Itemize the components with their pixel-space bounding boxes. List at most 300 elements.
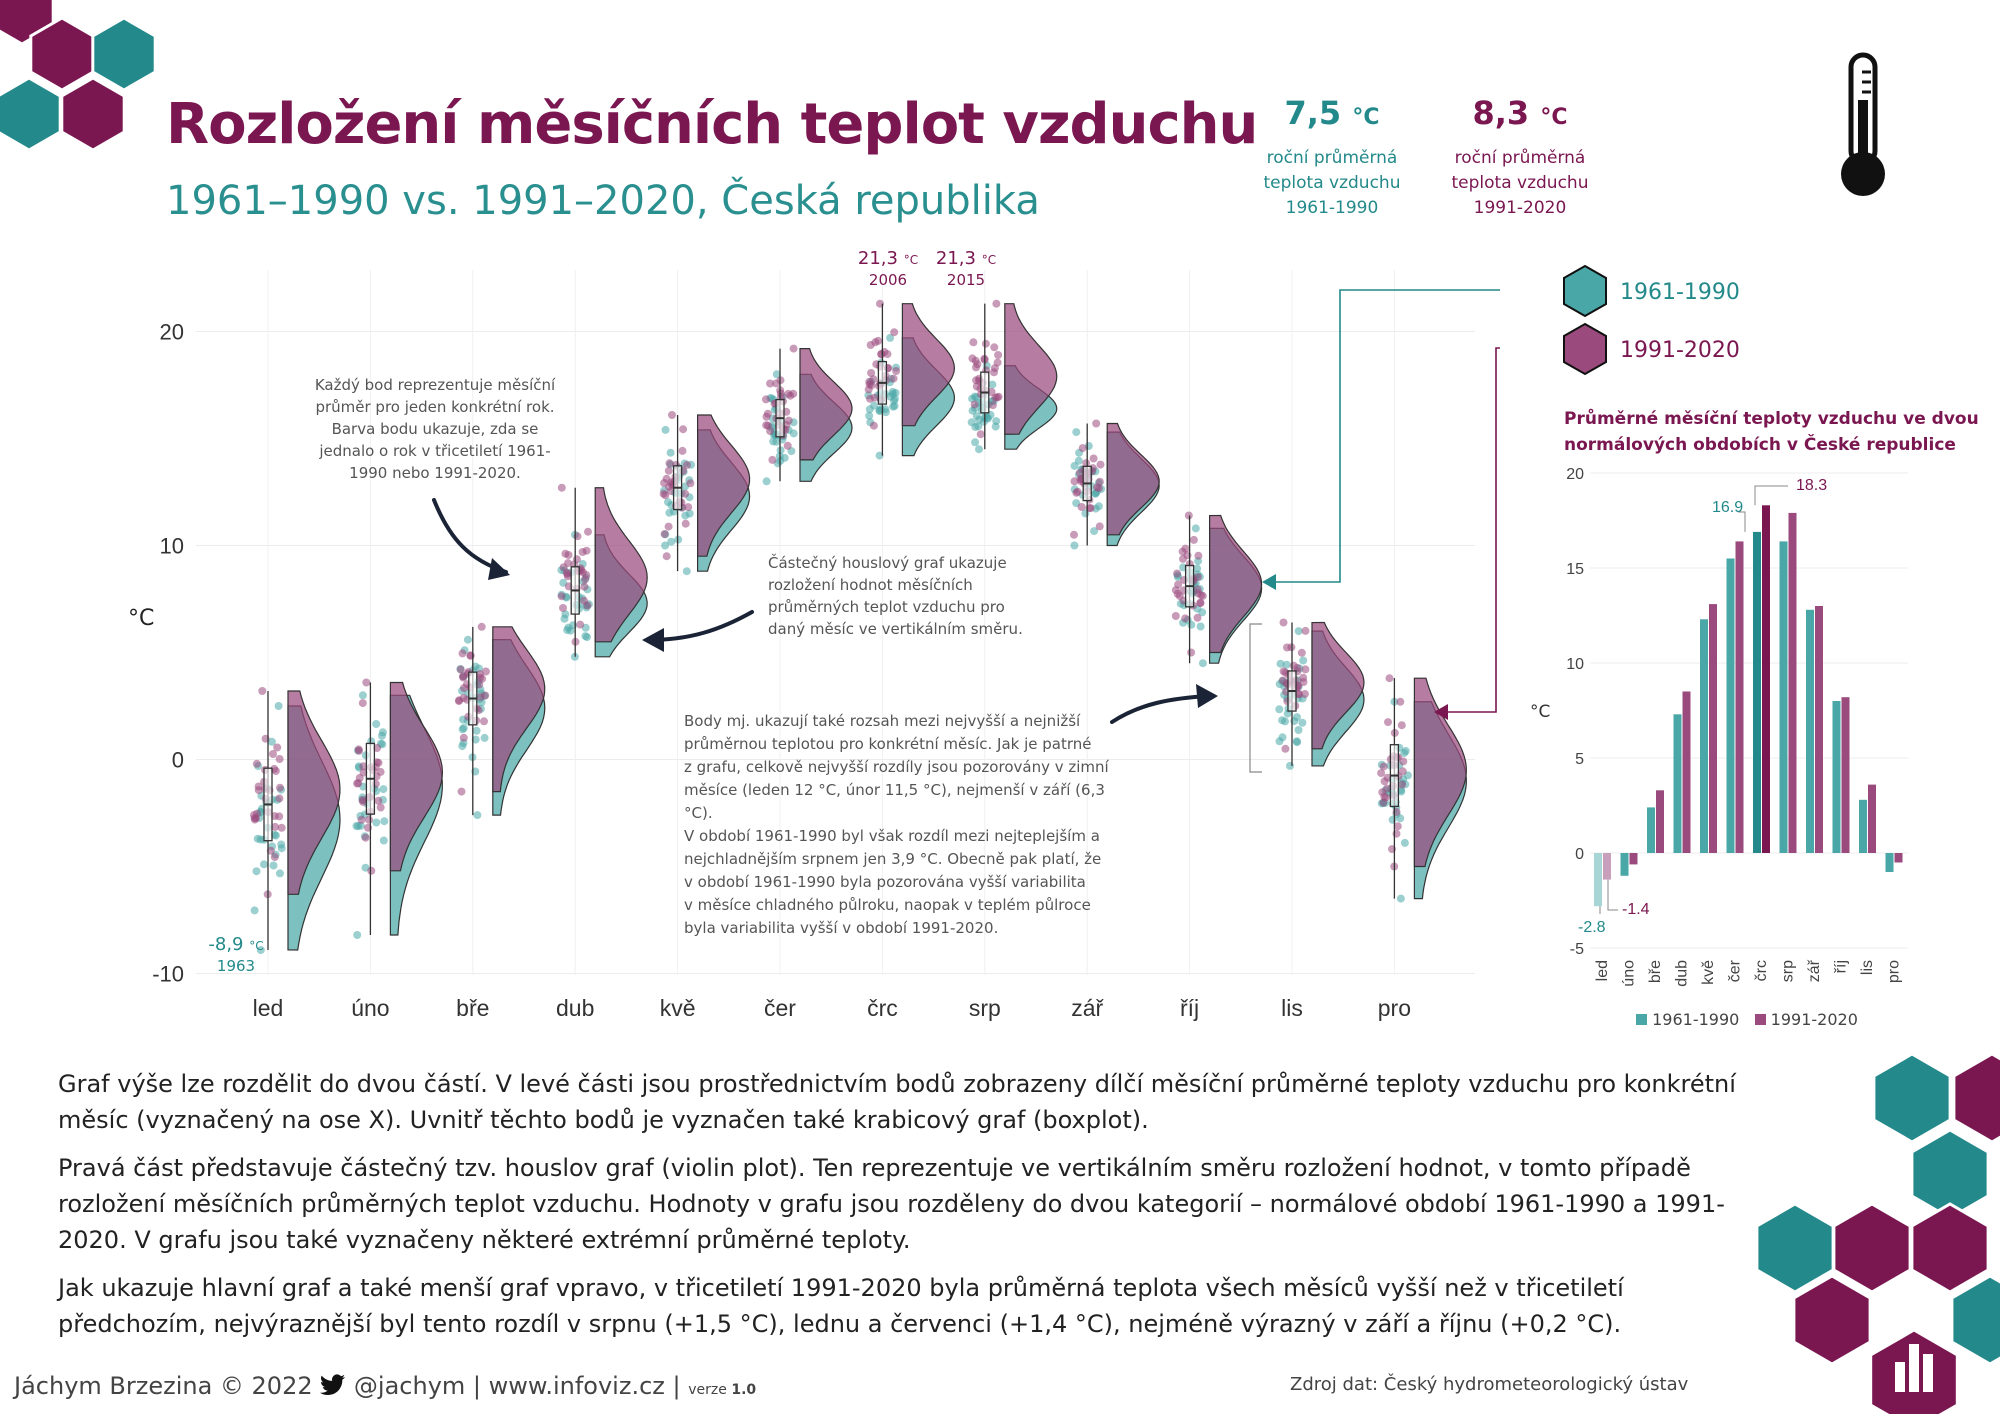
data-point — [975, 445, 983, 453]
stat-value: 8,3 °C — [1472, 94, 1568, 132]
data-point — [359, 691, 367, 699]
bar-1961-1990 — [1594, 853, 1602, 906]
x-tick-label: zář — [1806, 960, 1823, 983]
data-point — [1181, 614, 1189, 622]
data-point — [558, 484, 566, 492]
data-point — [362, 834, 370, 842]
data-point — [667, 449, 675, 457]
data-point — [1299, 674, 1307, 682]
data-point — [480, 717, 488, 725]
data-point — [1283, 644, 1291, 652]
data-point — [790, 345, 798, 353]
data-point — [1399, 767, 1407, 775]
data-point — [584, 528, 592, 536]
data-point — [880, 348, 888, 356]
stat-label: roční průměrná teplota vzduchu 1991-2020 — [1451, 148, 1589, 218]
data-point — [784, 442, 792, 450]
data-point — [1389, 816, 1397, 824]
bar-1961-1990 — [1806, 610, 1814, 853]
main-y-axis-label: °C — [128, 606, 155, 631]
data-point — [367, 867, 375, 875]
data-point — [668, 411, 676, 419]
data-point — [379, 785, 387, 793]
y-tick-label: 5 — [1575, 751, 1584, 768]
bar-1991-2020 — [1736, 541, 1744, 853]
bar-1991-2020 — [1815, 606, 1823, 853]
data-point — [561, 550, 569, 558]
extreme-label-jan: -8,9 °C 1963 — [208, 934, 264, 975]
data-point — [1194, 573, 1202, 581]
legend-connector-1961-1990 — [1274, 290, 1500, 582]
data-point — [681, 512, 689, 520]
legend-connector-arrow — [1262, 574, 1276, 590]
annotation-violin: Částečný houslový graf ukazuje rozložení hodnot měsíčních průměrných teplot vzduchu pro daný měsíc ve vertikálním směru. — [768, 554, 1023, 638]
arrow-head — [642, 628, 664, 652]
data-point — [665, 467, 673, 475]
bar-1961-1990 — [1780, 541, 1788, 853]
data-point — [662, 426, 670, 434]
hexagon-shape — [1954, 1054, 2000, 1142]
x-tick-label: říj — [1832, 960, 1850, 974]
data-point — [251, 906, 259, 914]
data-point — [255, 783, 263, 791]
data-point — [1199, 659, 1207, 667]
data-point — [1278, 716, 1286, 724]
bar-1961-1990 — [1859, 800, 1867, 853]
data-point — [971, 401, 979, 409]
data-point — [581, 575, 589, 583]
data-point — [1096, 478, 1104, 486]
hexagon-shape — [1834, 1204, 1910, 1292]
data-point — [457, 666, 465, 674]
data-point — [458, 788, 466, 796]
data-point — [968, 354, 976, 362]
data-point — [478, 623, 486, 631]
annotation-points: Každý bod reprezentuje měsíční průměr pro jeden konkrétní rok. Barva bodu ukazuje, zda se jednalo o rok v třicetiletí 1961- 1990 nebo 1991-2020. — [314, 376, 556, 482]
data-point — [1095, 502, 1103, 510]
extreme-label-aug: 21,3 °C 2015 — [935, 248, 997, 289]
data-point — [375, 759, 383, 767]
arrow-head — [1196, 684, 1218, 708]
data-point — [871, 394, 879, 402]
data-point — [378, 732, 386, 740]
data-point — [1393, 808, 1401, 816]
data-point — [1393, 830, 1401, 838]
data-point — [777, 389, 785, 397]
data-point — [871, 338, 879, 346]
bar-1991-2020 — [1762, 505, 1770, 853]
x-tick-label: srp — [968, 995, 1001, 1021]
data-point — [258, 687, 266, 695]
range-bracket — [1250, 624, 1262, 772]
data-point — [1193, 565, 1201, 573]
bar-1961-1990 — [1727, 559, 1735, 854]
page-subtitle: 1961–1990 vs. 1991–2020, Česká republika — [166, 178, 1040, 224]
x-tick-label: lis — [1281, 995, 1303, 1021]
data-label: -2.8 — [1578, 919, 1606, 936]
bar-1991-2020 — [1683, 692, 1691, 854]
data-point — [275, 702, 283, 710]
data-point — [1401, 839, 1409, 847]
legend-hex-1961-1990 — [1564, 266, 1606, 316]
data-point — [660, 490, 668, 498]
data-point — [1172, 612, 1180, 620]
data-point — [890, 397, 898, 405]
x-tick-label: pro — [1377, 995, 1412, 1021]
bar-1991-2020 — [1656, 790, 1664, 853]
y-tick-label: 15 — [1566, 561, 1584, 578]
data-point — [1090, 455, 1098, 463]
data-point — [681, 490, 689, 498]
data-point — [253, 867, 261, 875]
data-point — [994, 359, 1002, 367]
data-point — [1293, 738, 1301, 746]
data-point — [377, 804, 385, 812]
data-point — [365, 816, 373, 824]
data-point — [276, 755, 284, 763]
data-point — [455, 696, 463, 704]
side-bar-chart — [1560, 460, 2000, 1040]
footer — [14, 1372, 756, 1400]
data-point — [890, 328, 898, 336]
data-point — [971, 438, 979, 446]
data-point — [561, 615, 569, 623]
bar-1961-1990 — [1674, 714, 1682, 853]
x-tick-label: bře — [456, 995, 490, 1021]
bar-1961-1990 — [1753, 532, 1761, 853]
data-point — [473, 727, 481, 735]
twitter-bird-icon — [320, 1374, 346, 1396]
data-point — [990, 343, 998, 351]
bar-1991-2020 — [1603, 853, 1611, 880]
data-point — [683, 567, 691, 575]
x-tick-label: kvě — [659, 995, 696, 1021]
data-point — [1078, 503, 1086, 511]
footer-website[interactable]: www.infoviz.cz — [488, 1372, 665, 1400]
x-tick-label: kvě — [1700, 960, 1717, 985]
data-point — [564, 559, 572, 567]
data-point — [1079, 444, 1087, 452]
data-point — [665, 523, 673, 531]
x-tick-label: čer — [1726, 960, 1744, 983]
footer-version: verze 1.0 — [688, 1382, 757, 1398]
data-point — [1097, 461, 1105, 469]
paragraph-2: Pravá část představuje částečný tzv. houslov graf (violin plot). Ten reprezentuje ve vertikálním směru rozložení hodnot, v tomto případě rozložení měsíčních průměrných teplot vzduchu. Hodnoty v grafu jsou rozděleny do dvou kategorií – normálové období 1961-1990 a 1991-2020. V grafu jsou také vyznačeny některé extrémní průměrné teploty. — [58, 1154, 1725, 1254]
y-tick-label: 0 — [171, 747, 184, 773]
data-point — [251, 816, 259, 824]
bar-1991-2020 — [1789, 513, 1797, 853]
x-tick-label: črc — [867, 995, 898, 1021]
data-point — [576, 621, 584, 629]
data-point — [1399, 757, 1407, 765]
legend-label-1991-2020: 1991-2020 — [1620, 338, 1740, 363]
data-point — [1072, 428, 1080, 436]
data-point — [1295, 726, 1303, 734]
data-point — [1190, 536, 1198, 544]
data-point — [1298, 719, 1306, 727]
x-tick-label: srp — [1779, 960, 1797, 983]
bar-1961-1990 — [1886, 853, 1894, 872]
data-point — [1194, 614, 1202, 622]
footer-handle[interactable]: @jachym — [353, 1372, 466, 1400]
data-point — [661, 530, 669, 538]
data-point — [1380, 763, 1388, 771]
side-chart-title: Průměrné měsíční teploty vzduchu ve dvou normálových obdobích v České republice — [1564, 409, 1979, 455]
data-point — [667, 538, 675, 546]
data-point — [1302, 627, 1310, 635]
stat-label: roční průměrná teplota vzduchu 1961-1990 — [1263, 148, 1401, 218]
data-point — [764, 410, 772, 418]
data-point — [372, 720, 380, 728]
data-point — [786, 392, 794, 400]
data-point — [459, 725, 467, 733]
hexagon-shape — [1794, 1276, 1870, 1364]
data-point — [1295, 627, 1303, 635]
paragraph-3: Jak ukazuje hlavní graf a také menší graf vpravo, v třicetiletí 1991-2020 byla průměrná teplota všech měsíců vyšší než v třicetiletí předchozím, nejvýraznější byl tento rozdíl v srpnu (+1,5 °C), lednu a červenci (+1,4 °C), nejméně výrazný v září a říjnu (+0,2 °C). — [58, 1274, 1624, 1338]
data-point — [664, 498, 672, 506]
y-tick-label: -10 — [152, 961, 184, 987]
data-label: 16.9 — [1712, 499, 1744, 516]
data-point — [581, 632, 589, 640]
data-point — [992, 423, 1000, 431]
data-point — [679, 447, 687, 455]
arrow-head — [488, 558, 510, 580]
data-point — [358, 816, 366, 824]
y-tick-label: -5 — [1569, 941, 1584, 958]
data-point — [1181, 545, 1189, 553]
data-point — [1187, 649, 1195, 657]
y-tick-label: 20 — [159, 319, 184, 345]
data-point — [663, 552, 671, 560]
page-title: Rozložení měsíčních teplot vzduchu — [166, 92, 1258, 157]
data-point — [380, 817, 388, 825]
data-point — [1398, 781, 1406, 789]
x-tick-label: čer — [764, 995, 796, 1021]
stat-value: 7,5 °C — [1284, 94, 1380, 132]
data-point — [892, 367, 900, 375]
data-label: -1.4 — [1622, 901, 1650, 918]
data-label: 18.3 — [1796, 477, 1828, 494]
footer-separator-2: | — [672, 1372, 681, 1400]
data-point — [764, 422, 772, 430]
x-tick-label: lis — [1859, 960, 1876, 976]
bar-1961-1990 — [1647, 807, 1655, 853]
x-tick-label: dub — [556, 995, 595, 1021]
data-point — [1286, 762, 1294, 770]
data-point — [1096, 522, 1104, 530]
data-point — [989, 401, 997, 409]
data-point — [993, 393, 1001, 401]
side-legend-label-1991-2020: 1991-2020 — [1770, 1010, 1858, 1029]
x-tick-label: bře — [1647, 960, 1664, 984]
side-y-axis-label: °C — [1530, 702, 1551, 722]
data-point — [1386, 674, 1394, 682]
y-tick-label: 0 — [1575, 846, 1584, 863]
hexagon-shape — [1912, 1204, 1988, 1292]
data-point — [1281, 745, 1289, 753]
data-point — [569, 621, 577, 629]
violin-1991-2020 — [493, 627, 545, 792]
paragraph-1: Graf výše lze rozdělit do dvou částí. V levé části jsou prostřednictvím bodů zobrazeny dílčí měsíční průměrné teploty vzduchu pro konkrétní měsíc (vyznačený na ose X). Uvnitř těchto bodů je vyznačen také krabicový graf (boxplot). — [58, 1070, 1736, 1134]
data-point — [1301, 665, 1309, 673]
data-point — [992, 300, 1000, 308]
data-point — [1279, 733, 1287, 741]
data-point — [276, 784, 284, 792]
bar-1991-2020 — [1709, 604, 1717, 853]
data-point — [994, 351, 1002, 359]
x-tick-label: dub — [1673, 960, 1691, 987]
legend-connector-1991-2020 — [1446, 348, 1500, 712]
data-point — [460, 734, 468, 742]
data-point — [977, 430, 985, 438]
data-point — [380, 837, 388, 845]
data-point — [580, 583, 588, 591]
data-point — [982, 340, 990, 348]
data-point — [273, 744, 281, 752]
data-point — [1384, 718, 1392, 726]
data-point — [660, 479, 668, 487]
data-point — [372, 819, 380, 827]
data-point — [1072, 489, 1080, 497]
data-point — [1398, 721, 1406, 729]
bar-1991-2020 — [1842, 697, 1850, 853]
side-legend-swatch-1991-2020 — [1755, 1014, 1766, 1025]
hexagon-shape — [1952, 1276, 2000, 1364]
data-point — [679, 425, 687, 433]
data-point — [969, 338, 977, 346]
data-point — [990, 368, 998, 376]
data-point — [1277, 660, 1285, 668]
bar-1991-2020 — [1630, 853, 1638, 864]
side-legend — [1636, 1010, 1858, 1029]
data-point — [686, 479, 694, 487]
data-point — [278, 824, 286, 832]
data-point — [870, 422, 878, 430]
data-point — [682, 520, 690, 528]
data-point — [559, 604, 567, 612]
data-point — [359, 699, 367, 707]
data-point — [1396, 698, 1404, 706]
data-point — [1275, 705, 1283, 713]
data-label-leader — [1608, 880, 1618, 910]
x-tick-label: led — [252, 995, 284, 1021]
data-point — [481, 692, 489, 700]
side-legend-swatch-1961-1990 — [1636, 1014, 1647, 1025]
y-tick-label: 10 — [159, 533, 184, 559]
x-tick-label: zář — [1071, 995, 1104, 1021]
legend-label-1961-1990: 1961-1990 — [1620, 280, 1740, 305]
data-point — [481, 734, 489, 742]
data-point — [968, 418, 976, 426]
side-legend-label-1961-1990: 1961-1990 — [1652, 1010, 1740, 1029]
x-tick-label: pro — [1885, 960, 1903, 984]
footer-separator-1: | — [472, 1372, 482, 1400]
x-tick-label: úno — [1620, 960, 1638, 987]
data-point — [1379, 799, 1387, 807]
bar-1961-1990 — [1700, 619, 1708, 853]
data-point — [1280, 619, 1288, 627]
data-point — [766, 380, 774, 388]
data-point — [1196, 599, 1204, 607]
data-point — [356, 774, 364, 782]
data-point — [473, 811, 481, 819]
violin-1991-2020 — [1210, 516, 1262, 653]
data-point — [362, 679, 370, 687]
data-point — [1194, 552, 1202, 560]
data-point — [579, 548, 587, 556]
legend-swatches — [1560, 264, 1610, 376]
data-point — [278, 844, 286, 852]
data-point — [1192, 524, 1200, 532]
x-tick-label: črc — [1753, 960, 1770, 982]
x-tick-label: říj — [1180, 995, 1200, 1021]
data-point — [355, 747, 363, 755]
data-point — [573, 555, 581, 563]
data-point — [975, 416, 983, 424]
x-tick-label: úno — [351, 995, 390, 1021]
data-point — [1075, 457, 1083, 465]
bar-1961-1990 — [1833, 701, 1841, 853]
data-point — [1397, 895, 1405, 903]
extreme-label-jul: 21,3 °C 2006 — [857, 248, 919, 289]
data-point — [1194, 589, 1202, 597]
data-label-leader — [1755, 486, 1788, 505]
legend-hex-1991-2020 — [1564, 324, 1606, 374]
y-tick-label: 10 — [1566, 656, 1584, 673]
data-point — [988, 381, 996, 389]
data-point — [478, 675, 486, 683]
data-point — [459, 649, 467, 657]
data-point — [1070, 531, 1078, 539]
data-point — [1298, 649, 1306, 657]
data-point — [1173, 570, 1181, 578]
bar-1991-2020 — [1895, 853, 1903, 863]
data-point — [1197, 623, 1205, 631]
y-tick-label: 20 — [1566, 466, 1584, 483]
thermometer-icon — [1838, 52, 1888, 202]
data-point — [1185, 512, 1193, 520]
data-source: Zdroj dat: Český hydrometeorologický ústav — [1290, 1374, 1689, 1395]
data-point — [253, 760, 261, 768]
data-point — [1402, 747, 1410, 755]
data-point — [868, 381, 876, 389]
data-point — [464, 636, 472, 644]
data-point — [458, 742, 466, 750]
bar-1991-2020 — [1868, 785, 1876, 853]
arrow-range — [1112, 696, 1210, 722]
data-point — [768, 456, 776, 464]
data-point — [1299, 657, 1307, 665]
data-point — [580, 597, 588, 605]
bar-1961-1990 — [1621, 853, 1629, 876]
x-tick-label: led — [1594, 960, 1611, 982]
data-point — [579, 568, 587, 576]
hexagon-shape — [1874, 1054, 1950, 1142]
data-point — [276, 869, 284, 877]
footer-author: Jáchym Brzezina © 2022 — [14, 1372, 313, 1400]
annotation-range: Body mj. ukazují také rozsah mezi nejvyšší a nejnižší průměrnou teplotou pro konkrétní měsíc. Jak je patrné z grafu, celkově nejvyšší rozdíly jsou pozorovány v zimní měsíce (leden 12 °C, únor 11,5 °C), nejmenší v září (6,3 °C). V období 1961-1990 byl však rozdíl mezi nejteplejším a nejchladnějším srpnem jen 3,9 °C. Obecně pak platí, že v období 1961-1990 byla pozorována vyšší variabilita v měsíce chladného půlroku, naopak v teplém půlroce byla variabilita vyšší v období 1991-2020. — [684, 712, 1109, 937]
data-point — [275, 794, 283, 802]
data-point — [270, 862, 278, 870]
data-point — [1092, 420, 1100, 428]
data-point — [762, 395, 770, 403]
data-point — [890, 375, 898, 383]
data-point — [558, 592, 566, 600]
data-point — [271, 853, 279, 861]
data-point — [260, 860, 268, 868]
data-point — [781, 454, 789, 462]
data-point — [1070, 542, 1078, 550]
